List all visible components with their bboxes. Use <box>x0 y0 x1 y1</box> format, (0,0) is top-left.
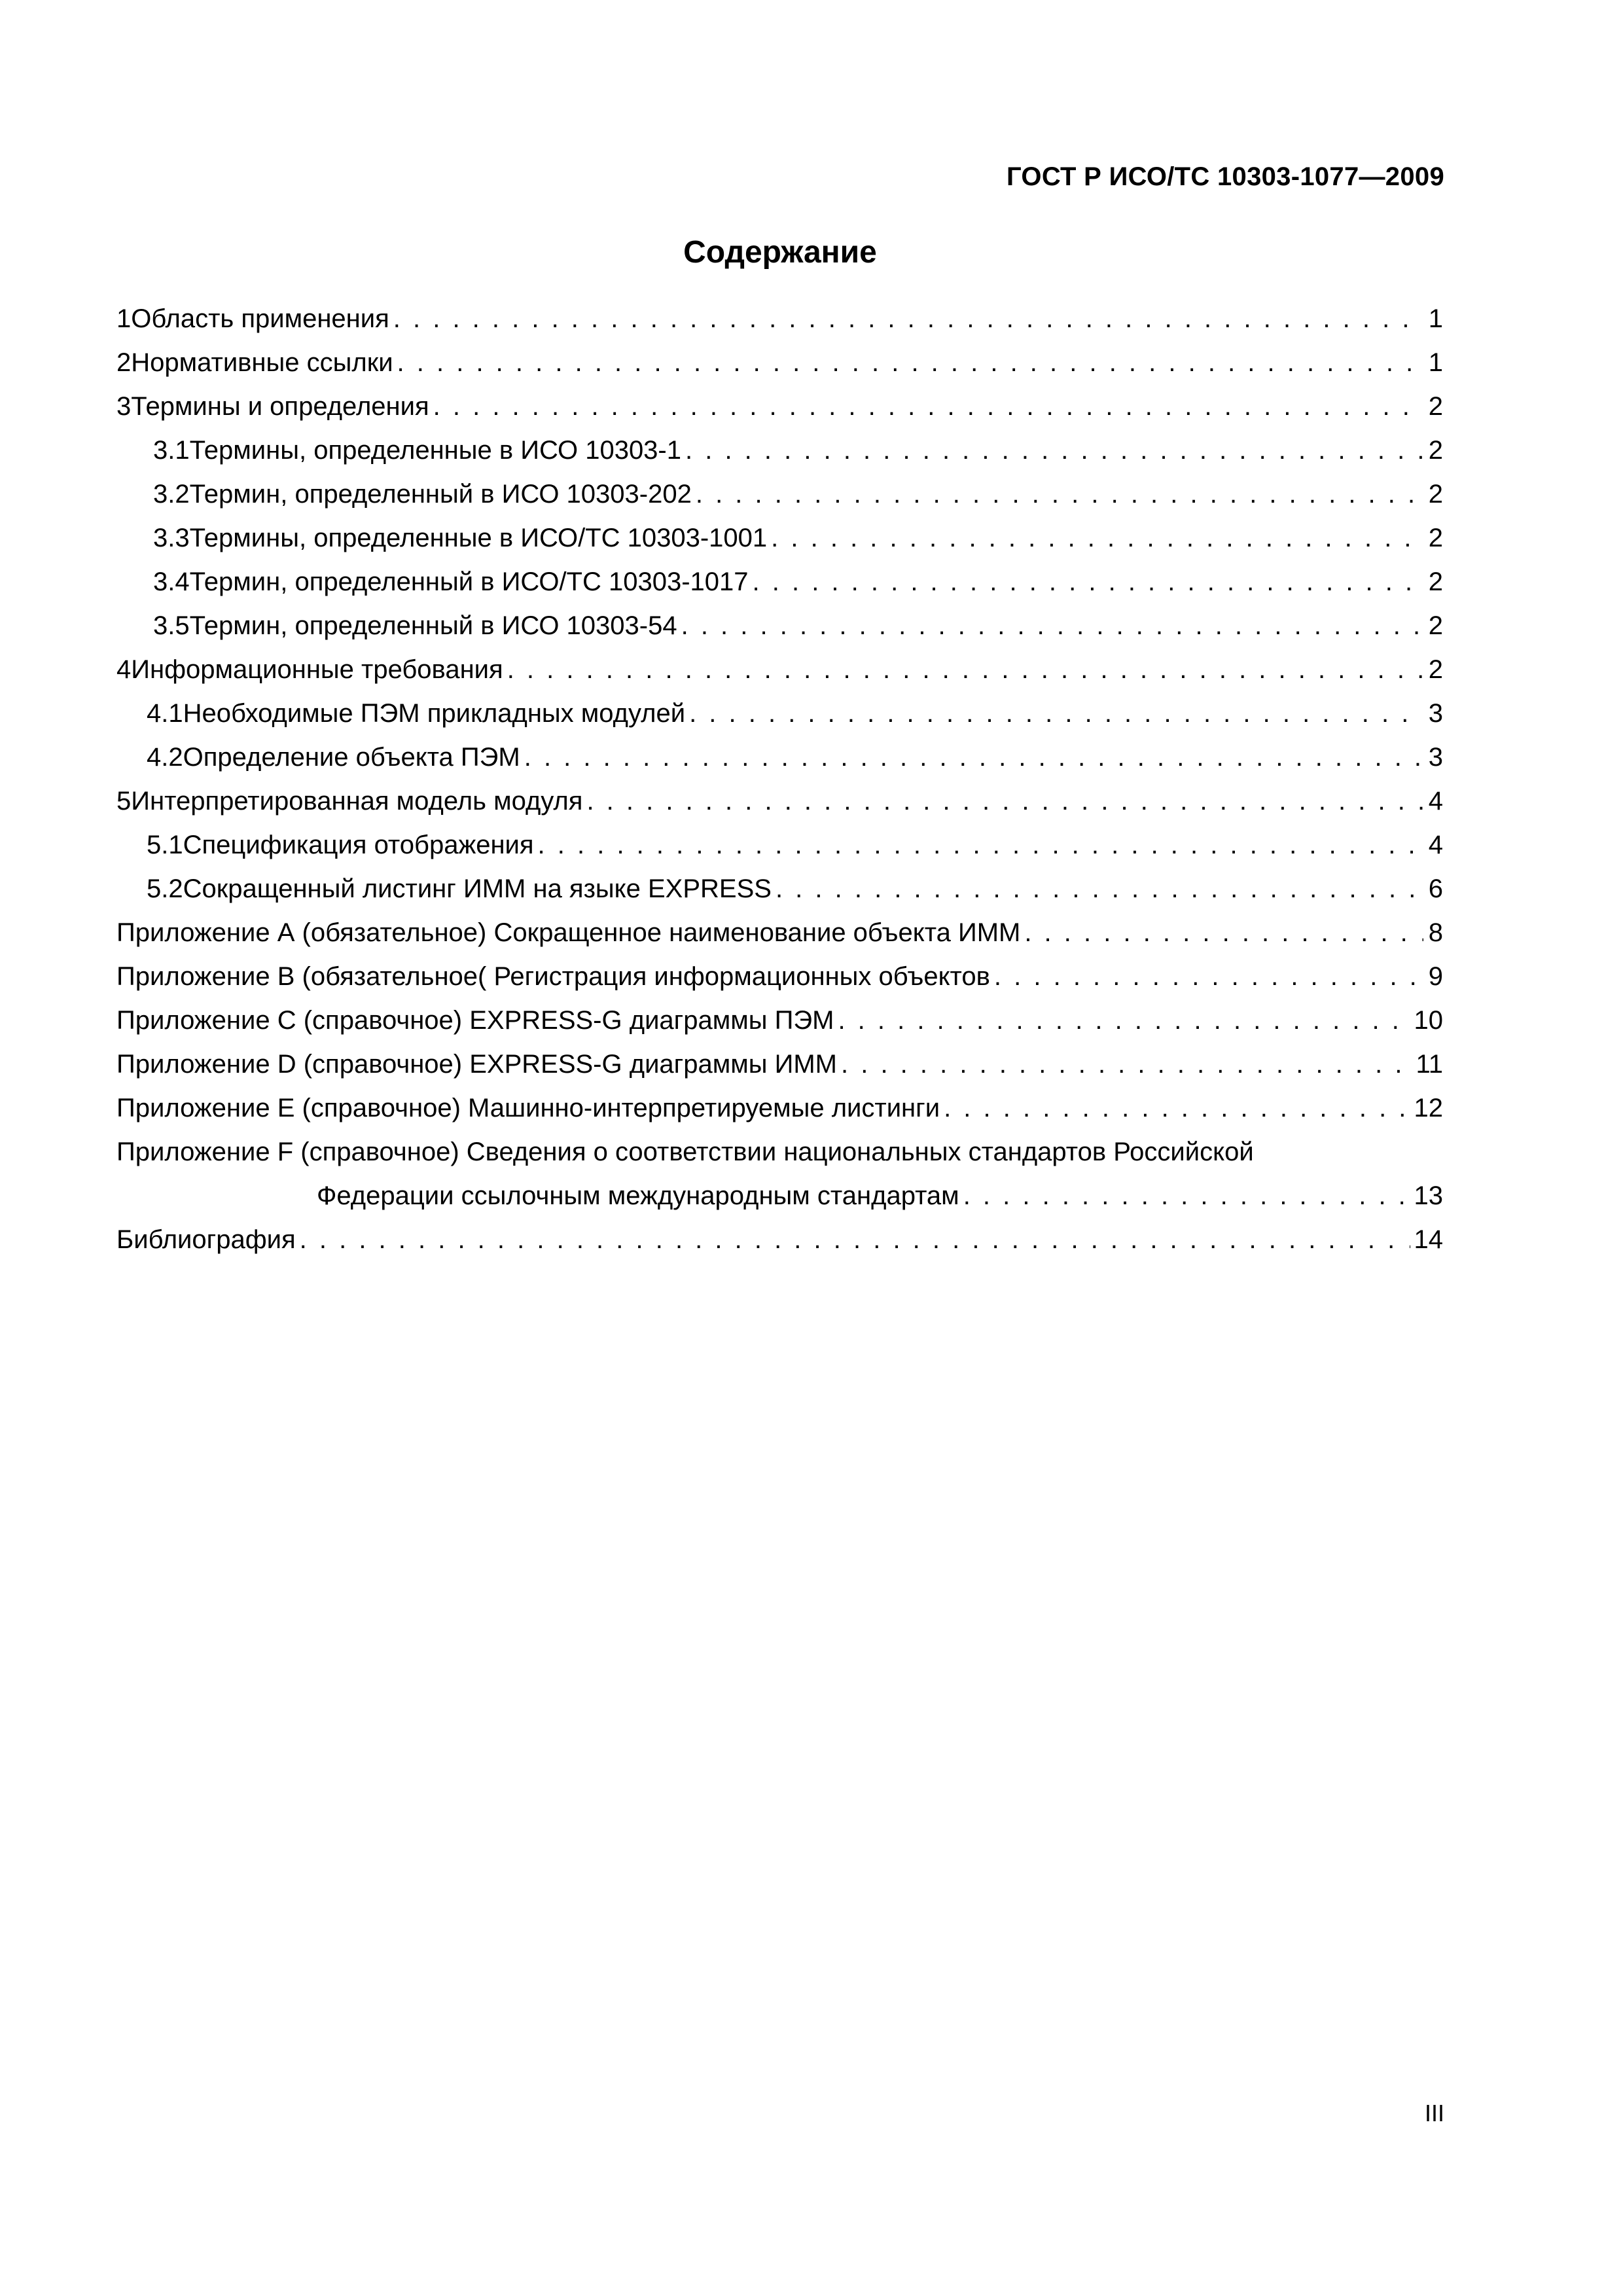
toc-entry-page: 11 <box>1416 1050 1443 1079</box>
toc-entry-page: 12 <box>1414 1094 1443 1122</box>
toc-entry-1[interactable] <box>116 297 1443 341</box>
dot-leader <box>1024 911 1423 955</box>
toc-entry-appendix-c[interactable] <box>116 999 1443 1043</box>
toc-entry-number: 3.5 <box>153 611 190 640</box>
toc-entry-label: Приложение D (справочное) EXPRESS-G диаграммы ИММ <box>116 1050 837 1079</box>
toc-entry-label: Термины и определения <box>131 392 429 421</box>
toc-entry-page: 2 <box>1428 567 1443 596</box>
toc-entry-number: 3.1 <box>153 436 190 465</box>
toc-entry-number: 3 <box>116 392 132 421</box>
toc-entry-page: 6 <box>1428 874 1443 903</box>
toc-entry-page: 2 <box>1428 436 1443 465</box>
toc-entry-number: 5 <box>116 787 132 816</box>
toc-entry-label: Определение объекта ПЭМ <box>183 743 520 772</box>
toc-entry-appendix-e[interactable] <box>116 1086 1443 1130</box>
toc-entry-page: 4 <box>1428 831 1443 859</box>
toc-entry-number: 3.4 <box>153 567 190 596</box>
toc-entry-number: 3.3 <box>153 524 190 552</box>
toc-entry-page: 1 <box>1428 348 1443 377</box>
toc-entry-4-2[interactable] <box>116 736 1443 780</box>
dot-leader <box>681 604 1423 648</box>
dot-leader <box>838 999 1410 1043</box>
toc-entry-appendix-b[interactable] <box>116 955 1443 999</box>
page-number: III <box>1424 2100 1444 2126</box>
dot-leader <box>689 692 1423 736</box>
toc-entry-label: Термины, определенные в ИСО 10303-1 <box>189 436 681 465</box>
toc-entry-label: Информационные требования <box>131 655 503 684</box>
toc-entry-appendix-d[interactable] <box>116 1043 1443 1086</box>
toc-entry-3[interactable] <box>116 385 1443 429</box>
toc-entry-page: 2 <box>1428 480 1443 509</box>
toc-entry-label: Термины, определенные в ИСО/ТС 10303-1001 <box>189 524 768 552</box>
toc-entry-3-1[interactable] <box>116 429 1443 473</box>
dot-leader <box>776 867 1423 911</box>
toc-entry-page: 3 <box>1428 699 1443 728</box>
toc-entry-3-3[interactable] <box>116 516 1443 560</box>
dot-leader <box>433 385 1423 429</box>
toc-entry-number: 4.1 <box>147 699 183 728</box>
toc-entry-label: Нормативные ссылки <box>131 348 393 377</box>
toc-entry-page: 3 <box>1428 743 1443 772</box>
toc-entry-3-5[interactable] <box>116 604 1443 648</box>
toc-entry-3-2[interactable] <box>116 473 1443 516</box>
toc-entry-label: Термин, определенный в ИСО/ТС 10303-1017 <box>189 567 749 596</box>
toc-entry-label: Приложение В (обязательное( Регистрация информационных объектов <box>116 962 990 991</box>
toc-entry-label: Библиография <box>116 1225 296 1254</box>
toc-entry-page: 2 <box>1428 611 1443 640</box>
table-of-contents <box>116 297 1443 1262</box>
document-code: ГОСТ Р ИСО/ТС 10303-1077—2009 <box>1006 162 1444 191</box>
toc-entry-5-1[interactable] <box>116 823 1443 867</box>
dot-leader <box>300 1218 1410 1262</box>
toc-entry-5[interactable] <box>116 780 1443 823</box>
toc-entry-label: Приложение А (обязательное) Сокращенное наименование объекта ИММ <box>116 918 1021 947</box>
toc-entry-label: Приложение F (справочное) Сведения о соответствии национальных стандартов Российской <box>116 1138 1254 1166</box>
toc-entry-number: 4.2 <box>147 743 183 772</box>
dot-leader <box>771 516 1423 560</box>
dot-leader <box>753 560 1423 604</box>
toc-entry-label: Термин, определенный в ИСО 10303-54 <box>189 611 677 640</box>
toc-entry-3-4[interactable] <box>116 560 1443 604</box>
toc-entry-page: 14 <box>1414 1225 1443 1254</box>
toc-entry-page: 13 <box>1414 1181 1443 1210</box>
dot-leader <box>963 1174 1410 1218</box>
dot-leader <box>538 823 1423 867</box>
toc-entry-page: 1 <box>1428 304 1443 333</box>
toc-title: Содержание <box>683 235 877 270</box>
dot-leader <box>994 955 1423 999</box>
toc-entry-page: 4 <box>1428 787 1443 816</box>
toc-entry-label: Интерпретированная модель модуля <box>131 787 583 816</box>
toc-entry-label: Сокращенный листинг ИММ на языке EXPRESS <box>183 874 772 903</box>
toc-entry-number: 4 <box>116 655 132 684</box>
dot-leader <box>696 473 1423 516</box>
toc-entry-bibliography[interactable] <box>116 1218 1443 1262</box>
toc-entry-appendix-f-continuation[interactable] <box>116 1174 1443 1218</box>
toc-entry-number: 2 <box>116 348 132 377</box>
toc-entry-page: 9 <box>1428 962 1443 991</box>
toc-entry-page: 8 <box>1428 918 1443 947</box>
toc-entry-page: 2 <box>1428 655 1443 684</box>
toc-entry-4-1[interactable] <box>116 692 1443 736</box>
toc-entry-label: Приложение Е (справочное) Машинно-интерпретируемые листинги <box>116 1094 940 1122</box>
dot-leader <box>393 297 1423 341</box>
toc-entry-appendix-f[interactable] <box>116 1130 1443 1174</box>
toc-entry-label: Приложение С (справочное) EXPRESS-G диаграммы ПЭМ <box>116 1006 834 1035</box>
dot-leader <box>586 780 1423 823</box>
toc-entry-number: 3.2 <box>153 480 190 509</box>
toc-entry-page: 10 <box>1414 1006 1443 1035</box>
toc-entry-number: 5.2 <box>147 874 183 903</box>
toc-entry-label: Термин, определенный в ИСО 10303-202 <box>189 480 692 509</box>
toc-entry-label: Необходимые ПЭМ прикладных модулей <box>183 699 686 728</box>
toc-entry-5-2[interactable] <box>116 867 1443 911</box>
toc-entry-number: 1 <box>116 304 132 333</box>
dot-leader <box>507 648 1423 692</box>
toc-entry-2[interactable] <box>116 341 1443 385</box>
toc-entry-number: 5.1 <box>147 831 183 859</box>
dot-leader <box>841 1043 1412 1086</box>
toc-entry-appendix-a[interactable] <box>116 911 1443 955</box>
toc-entry-label: Спецификация отображения <box>183 831 534 859</box>
dot-leader <box>685 429 1423 473</box>
toc-entry-page: 2 <box>1428 524 1443 552</box>
toc-entry-label-continuation: Федерации ссылочным международным стандартам <box>317 1181 959 1210</box>
dot-leader <box>397 341 1423 385</box>
toc-entry-4[interactable] <box>116 648 1443 692</box>
toc-entry-label: Область применения <box>131 304 389 333</box>
dot-leader <box>524 736 1423 780</box>
dot-leader <box>944 1086 1410 1130</box>
toc-entry-page: 2 <box>1428 392 1443 421</box>
